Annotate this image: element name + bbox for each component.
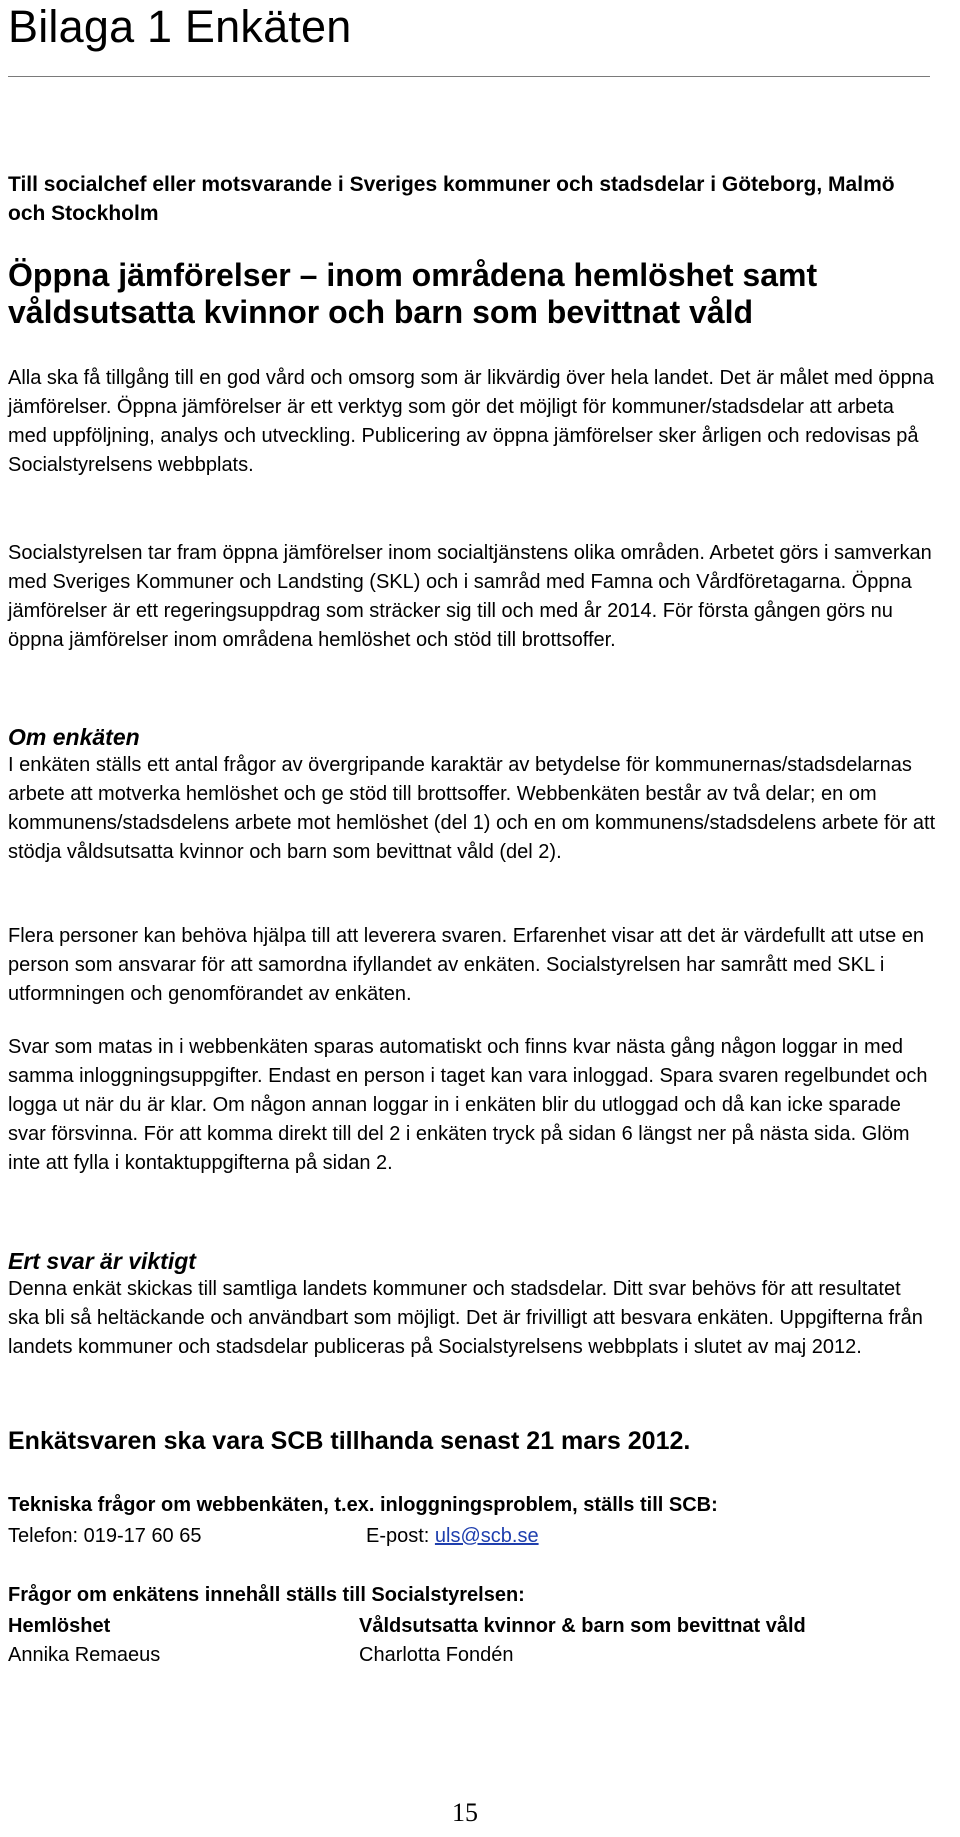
document-page <box>8 0 938 1666</box>
about-paragraph-1: I enkäten ställs ett antal frågor av övergripande karaktär av betydelse för kommunernas/stadsdelarnas arbete att motverka hemlöshet och ge stöd till brottsoffer. Webbenkäten består av två delar; en om kommunens/stadsdelens arbete mot hemlöshet (del 1) och en om kommunens/stadsdelens arbete för att stödja våldsutsatta kvinnor och barn som bevittnat våld (del 2). <box>8 754 936 863</box>
intro-paragraph-1: Alla ska få tillgång till en god vård och omsorg som är likvärdig över hela landet. Det är målet med öppna jämförelser. Öppna jämförelser är ett verktyg som gör det möjligt för kommuner/stadsdelar att arbeta med uppföljning, analys och utveckling. Publicering av öppna jämförelser sker årligen och redovisas på Socialstyrelsens webbplats. <box>8 367 935 476</box>
tech-contact-heading: Tekniska frågor om webbenkäten, t.ex. inloggningsproblem, ställs till SCB: <box>8 1494 718 1516</box>
contact-title-homelessness: Hemlöshet <box>8 1615 111 1637</box>
contact-title-violence: Våldsutsatta kvinnor & barn som bevittnat våld <box>359 1615 806 1637</box>
email-line <box>366 1522 539 1551</box>
page-title: Bilaga 1 Enkäten <box>8 1 352 52</box>
survey-heading: Öppna jämförelser – inom områdena hemlöshet samt våldsutsatta kvinnor och barn som bevittnat våld <box>8 257 818 330</box>
email-link[interactable]: uls@scb.se <box>434 1525 539 1547</box>
email-label: E-post: <box>366 1525 435 1547</box>
section-title-important: Ert svar är viktigt <box>8 1248 196 1274</box>
deadline-notice: Enkätsvaren ska vara SCB tillhanda senast 21 mars 2012. <box>8 1427 691 1455</box>
title-divider <box>8 76 930 77</box>
intro-paragraph-2: Socialstyrelsen tar fram öppna jämförelser inom socialtjänstens olika områden. Arbetet görs i samverkan med Sveriges Kommuner och Landsting (SKL) och i samråd med Famna och Vårdföretagarna. Öppna jämförelser är ett regeringsuppdrag som sträcker sig till och med år 2014. För första gången görs nu öppna jämförelser inom områdena hemlöshet och stöd till brottsoffer. <box>8 542 932 651</box>
tech-contact-row <box>8 1522 936 1551</box>
section-title-about: Om enkäten <box>8 724 140 750</box>
about-paragraph-2: Flera personer kan behöva hjälpa till att leverera svaren. Erfarenhet visar att det är värdefullt att utse en person som ansvarar för att samordna ifyllandet av enkäten. Socialstyrelsen har samrått med SKL i utformningen och genomförandet av enkäten. <box>8 925 925 1005</box>
page-number: 15 <box>452 1798 478 1827</box>
contact-name-violence: Charlotta Fondén <box>359 1644 514 1666</box>
contact-titles-row <box>8 1612 936 1641</box>
addressee: Till socialchef eller motsvarande i Sveriges kommuner och stadsdelar i Göteborg, Malmö och Stockholm <box>8 173 895 225</box>
contact-names-row <box>8 1641 936 1670</box>
contact-name-homelessness: Annika Remaeus <box>8 1644 161 1666</box>
phone-number: Telefon: 019-17 60 65 <box>8 1525 202 1547</box>
content-contact-heading: Frågor om enkätens innehåll ställs till Socialstyrelsen: <box>8 1584 525 1606</box>
about-paragraph-3: Svar som matas in i webbenkäten sparas automatiskt och finns kvar nästa gång någon loggar in med samma inloggningsuppgifter. Endast en person i taget kan vara inloggad. Spara svaren regelbundet och logga ut när du är klar. Om någon annan loggar in i enkäten blir du utloggad och då kan icke sparade svar försvinna. För att komma direkt till del 2 i enkäten tryck på sidan 6 längst ner på nästa sida. Glöm inte att fylla i kontaktuppgifterna på sidan 2. <box>8 1036 928 1174</box>
important-paragraph: Denna enkät skickas till samtliga landets kommuner och stadsdelar. Ditt svar behövs för att resultatet ska bli så heltäckande och användbart som möjligt. Det är frivilligt att besvara enkäten. Uppgifterna från landets kommuner och stadsdelar publiceras på Socialstyrelsens webbplats i slutet av maj 2012. <box>8 1278 923 1358</box>
